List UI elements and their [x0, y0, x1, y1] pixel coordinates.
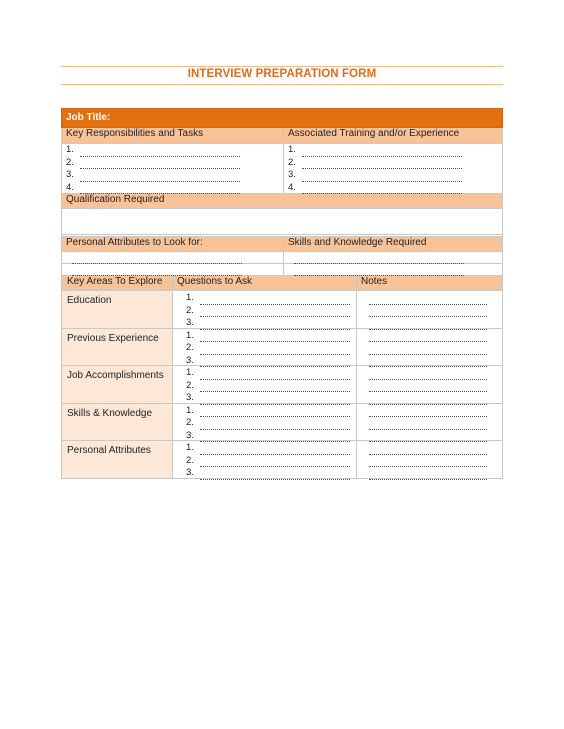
list-item: 3.: [186, 355, 353, 368]
key-responsibilities-header: Key Responsibilities and Tasks: [66, 128, 204, 139]
questions-list[interactable]: [172, 291, 356, 328]
list-item: 2.: [186, 380, 353, 393]
interview-form: [61, 108, 503, 479]
area-label: Personal Attributes: [62, 441, 172, 478]
list-item: 1.: [186, 292, 353, 305]
list-item: 3.: [186, 467, 353, 480]
list-item: 4.: [288, 182, 498, 195]
notes-list[interactable]: [356, 366, 502, 403]
attributes-line-row-2: [61, 264, 503, 276]
area-row-education: [61, 291, 503, 329]
area-label: Skills & Knowledge: [62, 404, 172, 441]
list-item: 1.: [288, 144, 498, 157]
area-row-personal-attributes: [61, 441, 503, 479]
qualification-input-area[interactable]: [61, 209, 503, 235]
area-row-previous-experience: [61, 329, 503, 367]
list-item: 3.: [186, 392, 353, 405]
list-item: 1.: [186, 367, 353, 380]
training-list[interactable]: [283, 144, 502, 193]
associated-training-header: Associated Training and/or Experience: [283, 128, 502, 143]
list-item: 1.: [66, 144, 279, 157]
notes-list[interactable]: [356, 291, 502, 328]
list-item: 2.: [186, 455, 353, 468]
area-row-skills-knowledge: [61, 404, 503, 442]
responsibilities-header-row: [61, 128, 503, 144]
list-item: 3.: [186, 430, 353, 443]
area-label: Job Accomplishments: [62, 366, 172, 403]
notes-list[interactable]: [356, 404, 502, 441]
attributes-header-row: [61, 236, 503, 252]
notes-header: Notes: [356, 276, 502, 290]
list-item: 2.: [66, 157, 279, 170]
list-item: 3.: [66, 169, 279, 182]
list-item: 1.: [186, 330, 353, 343]
questions-header: Questions to Ask: [172, 276, 356, 290]
list-item: 1.: [186, 442, 353, 455]
questions-list[interactable]: [172, 441, 356, 478]
questions-list[interactable]: [172, 404, 356, 441]
attributes-line-row-1: [61, 252, 503, 264]
title-underline: [61, 84, 503, 85]
key-areas-header-row: [61, 276, 503, 291]
questions-list[interactable]: [172, 329, 356, 366]
form-title: INTERVIEW PREPARATION FORM: [187, 68, 377, 80]
top-rule: [61, 66, 503, 67]
responsibilities-list[interactable]: [62, 144, 283, 193]
list-item: 2.: [186, 305, 353, 318]
list-item: 2.: [186, 417, 353, 430]
qualification-header: Qualification Required: [66, 194, 165, 205]
qualification-header-row: [61, 194, 503, 209]
attributes-line[interactable]: [62, 264, 283, 275]
list-item: 4.: [66, 182, 279, 195]
notes-list[interactable]: [356, 441, 502, 478]
list-item: 2.: [288, 157, 498, 170]
job-title-row[interactable]: [61, 108, 503, 128]
area-label: Previous Experience: [62, 329, 172, 366]
personal-attributes-header: Personal Attributes to Look for:: [66, 237, 203, 248]
list-item: 2.: [186, 342, 353, 355]
questions-list[interactable]: [172, 366, 356, 403]
skills-line[interactable]: [283, 264, 502, 275]
area-row-job-accomplishments: [61, 366, 503, 404]
key-areas-header: Key Areas To Explore: [67, 276, 163, 287]
list-item: 3.: [288, 169, 498, 182]
area-label: Education: [62, 291, 172, 328]
notes-list[interactable]: [356, 329, 502, 366]
attributes-line[interactable]: [62, 252, 283, 263]
list-item: 1.: [186, 405, 353, 418]
responsibilities-lines-row: [61, 144, 503, 194]
job-title-label: Job Title:: [66, 112, 111, 123]
skills-knowledge-header: Skills and Knowledge Required: [283, 237, 502, 251]
list-item: 3.: [186, 317, 353, 330]
skills-line[interactable]: [283, 252, 502, 263]
